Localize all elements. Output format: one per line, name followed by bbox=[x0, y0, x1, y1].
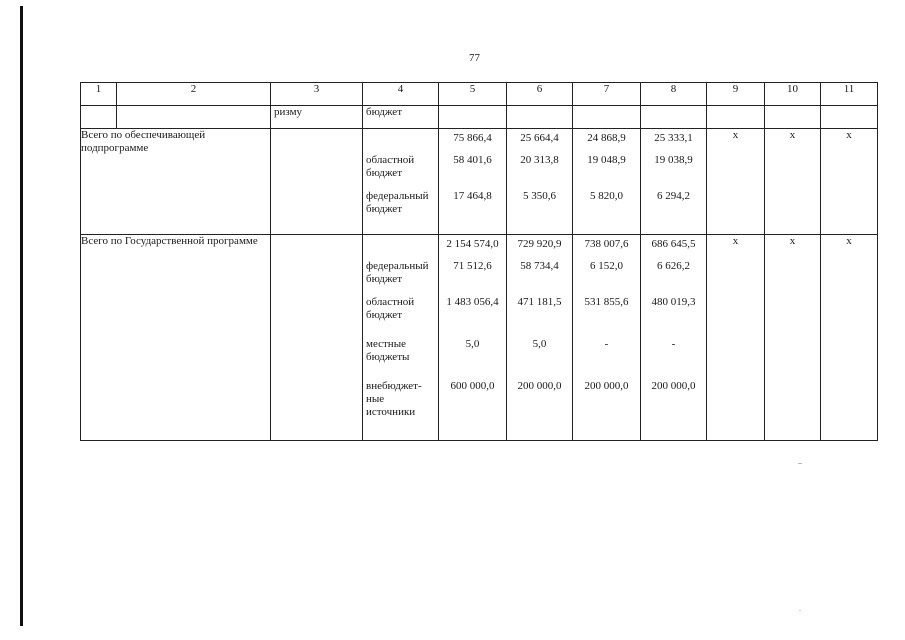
scan-speck bbox=[799, 610, 801, 611]
funding-source-cell bbox=[363, 129, 439, 235]
value-cell: 6 294,2 bbox=[657, 190, 690, 202]
header-cell: 8 bbox=[641, 83, 707, 106]
value-cell: 58 401,6 bbox=[453, 154, 492, 166]
col10-mark: х bbox=[765, 235, 821, 441]
scan-edge-line bbox=[20, 6, 23, 626]
col11-mark: х bbox=[821, 129, 878, 235]
value-cell: 729 920,9 bbox=[517, 238, 562, 250]
col8-values bbox=[641, 129, 707, 235]
header-cell: 6 bbox=[507, 83, 573, 106]
funding-source: областной бюджет bbox=[366, 296, 415, 321]
value-cell: 75 866,4 bbox=[453, 132, 492, 144]
value-cell: 24 868,9 bbox=[587, 132, 626, 144]
continuation-col3: ризму bbox=[271, 106, 363, 129]
funding-source: местные бюджеты bbox=[366, 338, 410, 363]
header-cell: 2 bbox=[117, 83, 271, 106]
value-cell: 1 483 056,4 bbox=[446, 296, 499, 308]
value-cell: 25 664,4 bbox=[520, 132, 559, 144]
program-total-block bbox=[81, 235, 878, 441]
value-cell: 19 038,9 bbox=[654, 154, 693, 166]
header-cell: 10 bbox=[765, 83, 821, 106]
col8-values bbox=[641, 235, 707, 441]
header-row bbox=[81, 83, 878, 106]
header-cell: 4 bbox=[363, 83, 439, 106]
value-cell: 531 855,6 bbox=[584, 296, 629, 308]
value-cell: 5 820,0 bbox=[590, 190, 623, 202]
col7-values bbox=[573, 235, 641, 441]
header-cell: 9 bbox=[707, 83, 765, 106]
value-cell: 600 000,0 bbox=[450, 380, 495, 392]
value-cell: 5,0 bbox=[465, 338, 480, 350]
funding-source-cell bbox=[363, 235, 439, 441]
value-cell: 5,0 bbox=[532, 338, 547, 350]
header-cell: 3 bbox=[271, 83, 363, 106]
col7-values bbox=[573, 129, 641, 235]
program-label: Всего по Государственной программе bbox=[81, 235, 271, 441]
header-cell: 5 bbox=[439, 83, 507, 106]
value-cell: 25 333,1 bbox=[654, 132, 693, 144]
page-number: 77 bbox=[469, 52, 480, 64]
value-cell: - bbox=[671, 338, 676, 350]
value-cell: 71 512,6 bbox=[453, 260, 492, 272]
subprogram-total-block bbox=[81, 129, 878, 235]
value-cell: 19 048,9 bbox=[587, 154, 626, 166]
col6-values bbox=[507, 235, 573, 441]
funding-source: федеральный бюджет bbox=[366, 260, 429, 285]
value-cell: 738 007,6 bbox=[584, 238, 629, 250]
value-cell: 20 313,8 bbox=[520, 154, 559, 166]
value-cell: 471 181,5 bbox=[517, 296, 562, 308]
subprogram-label: Всего по обеспечивающей подпрограмме bbox=[81, 129, 271, 235]
header-cell: 7 bbox=[573, 83, 641, 106]
funding-source: областной бюджет bbox=[366, 154, 415, 179]
col6-values bbox=[507, 129, 573, 235]
funding-source: федеральный бюджет bbox=[366, 190, 429, 215]
col5-values bbox=[439, 129, 507, 235]
col9-mark: х bbox=[707, 235, 765, 441]
col11-mark: х bbox=[821, 235, 878, 441]
scan-speck bbox=[798, 463, 802, 464]
value-cell: 686 645,5 bbox=[651, 238, 696, 250]
value-cell: 6 626,2 bbox=[657, 260, 690, 272]
value-cell: 6 152,0 bbox=[590, 260, 623, 272]
col9-mark: х bbox=[707, 129, 765, 235]
value-cell: 200 000,0 bbox=[584, 380, 629, 392]
value-cell: 17 464,8 bbox=[453, 190, 492, 202]
value-cell: - bbox=[604, 338, 609, 350]
header-cell: 11 bbox=[821, 83, 878, 106]
funding-source bbox=[363, 235, 438, 260]
value-cell: 58 734,4 bbox=[520, 260, 559, 272]
funding-source: внебюджет-ные источники bbox=[366, 380, 422, 418]
value-cell: 2 154 574,0 bbox=[446, 238, 499, 250]
value-cell: 200 000,0 bbox=[517, 380, 562, 392]
funding-source bbox=[363, 129, 438, 154]
continuation-col4: бюджет bbox=[363, 106, 439, 129]
value-cell: 480 019,3 bbox=[651, 296, 696, 308]
budget-table bbox=[80, 82, 878, 441]
col10-mark: х bbox=[765, 129, 821, 235]
value-cell: 200 000,0 bbox=[651, 380, 696, 392]
header-cell: 1 bbox=[81, 83, 117, 106]
value-cell: 5 350,6 bbox=[523, 190, 556, 202]
col5-values bbox=[439, 235, 507, 441]
continuation-row bbox=[81, 106, 878, 129]
